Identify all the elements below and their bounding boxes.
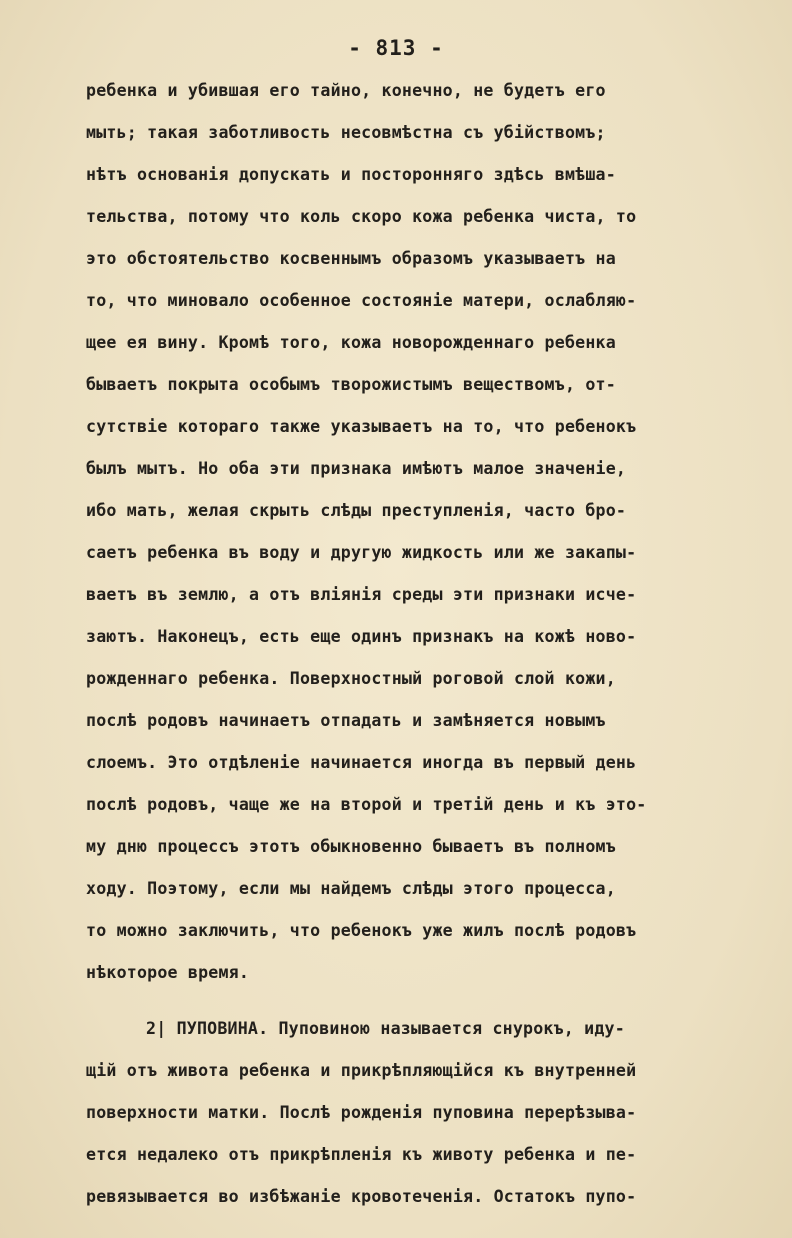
text-line: сутствіе котораго также указываетъ на то, что ребенокъ — [86, 417, 637, 436]
text-line: щее ея вину. Кромѣ того, кожа новорожденнаго ребенка — [86, 333, 616, 352]
text-line: ваетъ въ землю, а отъ вліянія среды эти признаки исче- — [86, 585, 637, 604]
text-line: нѣкоторое время. — [86, 963, 250, 982]
page-number: - 813 - — [348, 36, 444, 60]
text-line: поверхности матки. Послѣ рожденія пуповина перерѣзыва- — [86, 1103, 637, 1122]
text-line: ется недалеко отъ прикрѣпленія къ животу ребенка и пе- — [86, 1145, 637, 1164]
text-line: бываетъ покрыта особымъ творожистымъ веществомъ, от- — [86, 375, 616, 394]
text-line: рожденнаго ребенка. Поверхностный роговой слой кожи, — [86, 669, 616, 688]
text-line: это обстоятельство косвеннымъ образомъ указываетъ на — [86, 249, 616, 268]
text-line: тельства, потому что коль скоро кожа ребенка чиста, то — [86, 207, 637, 226]
text-body — [86, 70, 776, 1218]
text-line: ребенка и убившая его тайно, конечно, не будетъ его — [86, 81, 606, 100]
text-line: му дню процессъ этотъ обыкновенно бываетъ въ полномъ — [86, 837, 616, 856]
text-line: ходу. Поэтому, если мы найдемъ слѣды этого процесса, — [86, 879, 616, 898]
text-line: послѣ родовъ, чаще же на второй и третій день и къ это- — [86, 795, 647, 814]
text-line: щій отъ живота ребенка и прикрѣпляющійся къ внутренней — [86, 1061, 637, 1080]
text-line: слоемъ. Это отдѣленіе начинается иногда въ первый день — [86, 753, 637, 772]
text-line: то можно заключить, что ребенокъ уже жилъ послѣ родовъ — [86, 921, 637, 940]
text-line: мыть; такая заботливость несовмѣстна съ убійствомъ; — [86, 123, 606, 142]
text-line: былъ мытъ. Но оба эти признака имѣютъ малое значеніе, — [86, 459, 627, 478]
section-heading-line: 2| ПУПОВИНА. Пуповиною называется снурокъ, иду- — [146, 1019, 625, 1038]
text-line: ибо мать, желая скрыть слѣды преступленія, часто бро- — [86, 501, 627, 520]
text-line: нѣтъ основанія допускать и посторонняго здѣсь вмѣша- — [86, 165, 616, 184]
text-line: то, что миновало особенное состояніе матери, ослабляю- — [86, 291, 637, 310]
text-line: послѣ родовъ начинаетъ отпадать и замѣняется новымъ — [86, 711, 606, 730]
text-line: заютъ. Наконецъ, есть еще одинъ признакъ на кожѣ ново- — [86, 627, 637, 646]
text-line: ревязывается во избѣжаніе кровотеченія. Остатокъ пупо- — [86, 1187, 637, 1206]
text-line: саетъ ребенка въ воду и другую жидкость или же закапы- — [86, 543, 637, 562]
